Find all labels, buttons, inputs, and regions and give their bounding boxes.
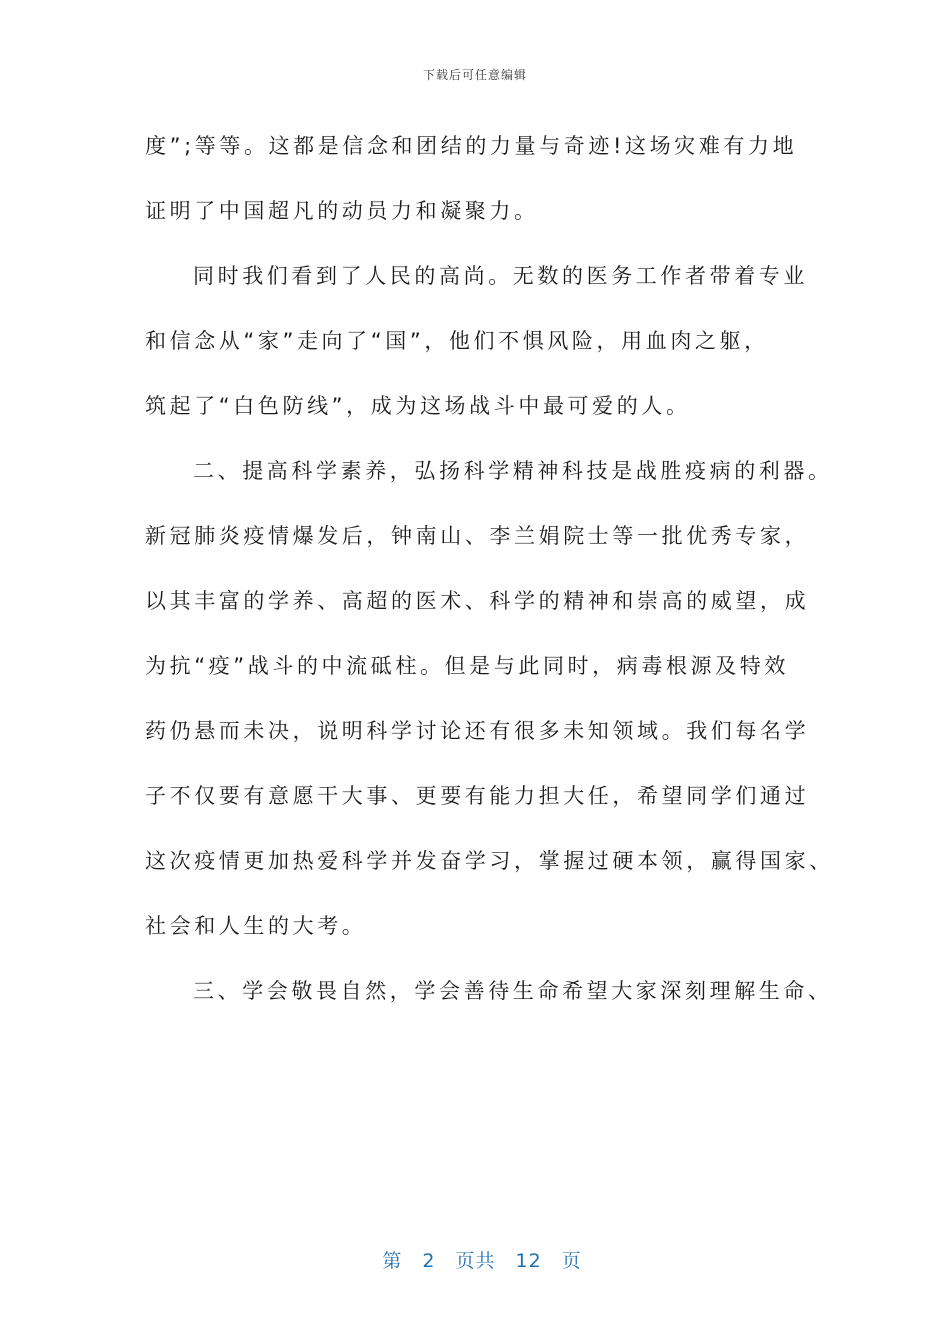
total-pages: 12 [515, 1250, 542, 1272]
body-line: 证明了中国超凡的动员力和凝聚力。 [145, 199, 539, 223]
body-line: 二、提高科学素养，弘扬科学精神科技是战胜疫病的利器。 [193, 459, 833, 483]
body-line: 子不仅要有意愿干大事、更要有能力担大任，希望同学们通过 [145, 784, 810, 808]
header-note: 下载后可任意编辑 [422, 68, 527, 82]
body-line: 三、学会敬畏自然，学会善待生命希望大家深刻理解生命、 [193, 979, 833, 1003]
body-line: 和信念从“家”走向了“国”，他们不惧风险，用血肉之躯， [145, 329, 769, 353]
body-line: 药仍悬而未决，说明科学讨论还有很多未知领域。我们每名学 [145, 719, 810, 743]
body-line: 这次疫情更加热爱科学并发奋学习，掌握过硬本领，赢得国家、 [145, 849, 834, 873]
body-line: 筑起了“白色防线”，成为这场战斗中最可爱的人。 [145, 394, 691, 418]
document-body [145, 120, 834, 1030]
body-line: 为抗“疫”战斗的中流砥柱。但是与此同时，病毒根源及特效 [145, 654, 789, 678]
page-middle: 页共 [455, 1250, 496, 1272]
body-line: 同时我们看到了人民的高尚。无数的医务工作者带着专业 [193, 264, 808, 288]
body-line: 度”;等等。这都是信念和团结的力量与奇迹!这场灾难有力地 [145, 134, 798, 158]
page-number: 2 [422, 1250, 436, 1272]
page-footer [0, 1224, 950, 1273]
body-line: 以其丰富的学养、高超的医术、科学的精神和崇高的威望，成 [145, 589, 810, 613]
page-suffix: 页 [561, 1250, 582, 1272]
body-line: 新冠肺炎疫情爆发后，钟南山、李兰娟院士等一批优秀专家， [145, 524, 810, 548]
page-prefix: 第 [382, 1250, 403, 1272]
body-line: 社会和人生的大考。 [145, 914, 367, 938]
